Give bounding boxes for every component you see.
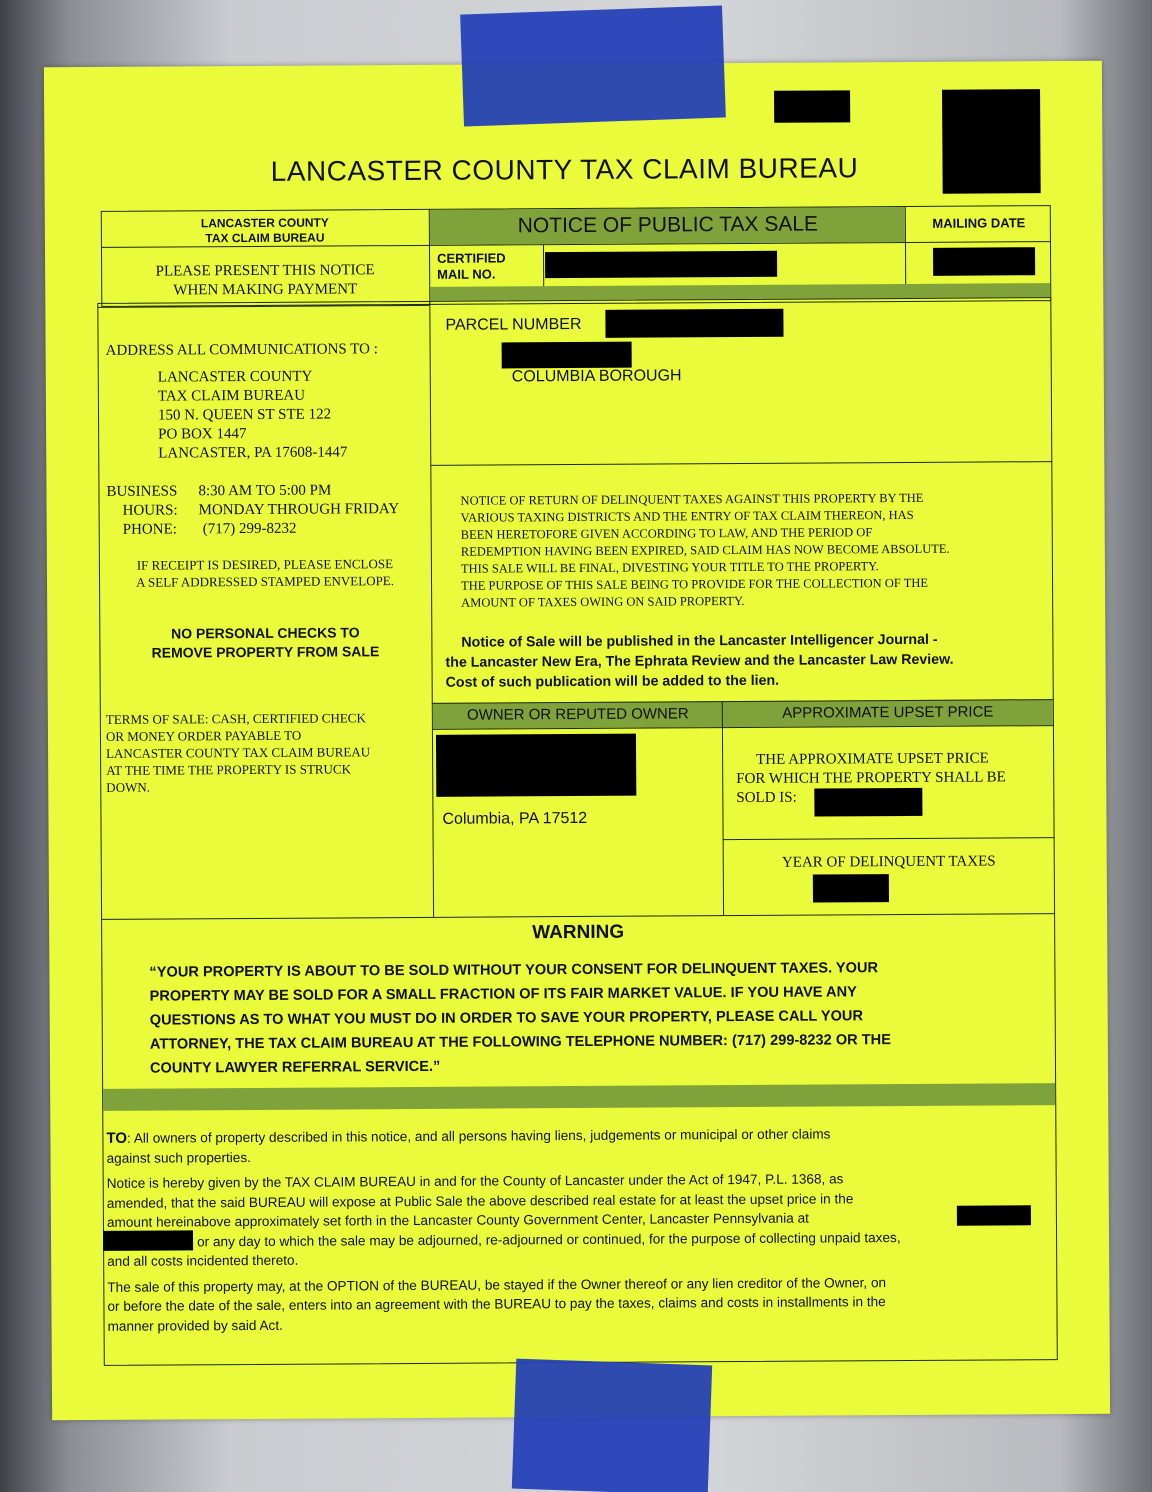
notice-line: Notice is hereby given by the TAX CLAIM BUREAU in and for the County of Lancaster under the Act of 1947, P.L. 1368, as xyxy=(106,1171,844,1191)
warning-line: “YOUR PROPERTY IS ABOUT TO BE SOLD WITHOUT YOUR CONSENT FOR DELINQUENT TAXES. YOUR xyxy=(149,960,879,981)
notice-return-line: REDEMPTION HAVING BEEN EXPIRED, SAID CLAIM HAS NOW BECOME ABSOLUTE. xyxy=(460,541,950,559)
notice-line: or any day to which the sale may be adjourned, re-adjourned or continued, for the purpose of collecting unpaid taxes, xyxy=(197,1229,901,1249)
page-title: LANCASTER COUNTY TAX CLAIM BUREAU xyxy=(270,152,859,187)
to-label: TO xyxy=(106,1129,128,1147)
notice-return-line: THIS SALE WILL BE FINAL, DIVESTING YOUR TITLE TO THE PROPERTY. xyxy=(460,559,879,576)
notice-return-line: NOTICE OF RETURN OF DELINQUENT TAXES AGAINST THIS PROPERTY BY THE xyxy=(460,490,924,508)
notice-line: amount hereinabove approximately set forth in the Lancaster County Government Center, Lancaster Pennsylvania at xyxy=(106,1210,809,1230)
address-heading: ADDRESS ALL COMMUNICATIONS TO : xyxy=(105,341,378,359)
notice-line: amended, that the said BUREAU will expose at Public Sale the above described real estate for at least the upset price in the xyxy=(106,1190,854,1211)
certified-mail-number-redacted xyxy=(545,251,777,278)
terms-line: DOWN. xyxy=(106,779,151,795)
notice-line: and all costs incidented thereto. xyxy=(107,1252,299,1269)
to-section xyxy=(106,1123,1053,1336)
mailing-date-label: MAILING DATE xyxy=(932,215,1026,231)
bureau-label-line: LANCASTER COUNTY xyxy=(200,215,329,231)
present-notice-line: WHEN MAKING PAYMENT xyxy=(173,281,358,299)
to-line: against such properties. xyxy=(106,1149,251,1166)
delinquent-year-label: YEAR OF DELINQUENT TAXES xyxy=(781,853,996,871)
address-line: 150 N. QUEEN ST STE 122 xyxy=(157,406,332,424)
warning-line: ATTORNEY, THE TAX CLAIM BUREAU AT THE FOLLOWING TELEPHONE NUMBER: (717) 299-8232 OR THE xyxy=(149,1032,891,1053)
hours-label: HOURS: xyxy=(122,502,178,519)
mailing-date-redacted xyxy=(933,247,1035,276)
business-hours-value: 8:30 AM TO 5:00 PM xyxy=(198,482,332,500)
bureau-label-line: TAX CLAIM BUREAU xyxy=(205,230,325,246)
phone-value: (717) 299-8232 xyxy=(202,520,297,538)
business-hours xyxy=(106,481,426,540)
phone-label: PHONE: xyxy=(122,521,177,538)
publication-line: the Lancaster New Era, The Ephrata Review and the Lancaster Law Review. xyxy=(445,651,954,671)
tape-bottom xyxy=(512,1359,712,1492)
upset-line: FOR WHICH THE PROPERTY SHALL BE xyxy=(736,769,1006,788)
no-checks-line: REMOVE PROPERTY FROM SALE xyxy=(151,643,380,661)
sale-date-redacted xyxy=(957,1205,1031,1225)
address-line: LANCASTER, PA 17608-1447 xyxy=(158,444,348,462)
municipality: COLUMBIA BOROUGH xyxy=(511,367,682,386)
address-line: PO BOX 1447 xyxy=(158,426,247,443)
present-notice-text xyxy=(103,261,427,301)
warning-line: COUNTY LAWYER REFERRAL SERVICE.” xyxy=(149,1058,441,1077)
bureau-address xyxy=(158,367,348,463)
receipt-line: IF RECEIPT IS DESIRED, PLEASE ENCLOSE xyxy=(136,556,394,573)
tape-top xyxy=(460,5,726,126)
certified-line: MAIL NO. xyxy=(437,266,496,282)
warning-line: QUESTIONS AS TO WHAT YOU MUST DO IN ORDER TO SAVE YOUR PROPERTY, PLEASE CALL YOUR xyxy=(149,1008,864,1029)
upset-price-redacted xyxy=(814,788,922,817)
warning-text xyxy=(149,955,1040,1080)
address-line: TAX CLAIM BUREAU xyxy=(157,387,306,405)
certified-mail-label xyxy=(437,250,506,282)
owner-name-redacted xyxy=(436,734,636,797)
redaction-block xyxy=(942,89,1041,194)
terms-line: AT THE TIME THE PROPERTY IS STRUCK xyxy=(106,761,352,778)
upset-price-header: APPROXIMATE UPSET PRICE xyxy=(782,703,994,722)
hours-days-value: MONDAY THROUGH FRIDAY xyxy=(198,501,400,519)
notice-return-line: VARIOUS TAXING DISTRICTS AND THE ENTRY OF TAX CLAIM THEREON, HAS xyxy=(460,507,914,525)
bureau-label xyxy=(103,215,427,247)
publication-line: Cost of such publication will be added to the lien. xyxy=(445,672,780,691)
receipt-line: A SELF ADDRESSED STAMPED ENVELOPE. xyxy=(136,573,395,590)
parcel-address-redacted xyxy=(502,342,632,369)
terms-line: LANCASTER COUNTY TAX CLAIM BUREAU xyxy=(106,744,371,761)
terms-line: TERMS OF SALE: CASH, CERTIFIED CHECK xyxy=(105,710,366,727)
notice-of-return xyxy=(460,489,1051,612)
option-line: or before the date of the sale, enters into an agreement with the BUREAU to pay the taxes, claims and costs in installments in the xyxy=(107,1294,886,1314)
no-checks-line: NO PERSONAL CHECKS TO xyxy=(171,624,360,642)
tax-sale-notice-paper xyxy=(44,61,1110,1420)
parcel-number-redacted xyxy=(605,309,783,338)
publication-notice xyxy=(445,629,1051,693)
upset-line: THE APPROXIMATE UPSET PRICE xyxy=(756,750,989,768)
redaction-block xyxy=(774,90,850,122)
upset-line: SOLD IS: xyxy=(736,789,797,807)
certified-line: CERTIFIED xyxy=(437,250,506,266)
address-line: LANCASTER COUNTY xyxy=(157,368,313,386)
option-line: manner provided by said Act. xyxy=(107,1317,283,1334)
sale-date-redacted xyxy=(103,1230,193,1251)
present-notice-line: PLEASE PRESENT THIS NOTICE xyxy=(155,262,375,280)
owner-header: OWNER OR REPUTED OWNER xyxy=(466,705,689,724)
owner-city: Columbia, PA 17512 xyxy=(442,809,588,828)
terms-line: OR MONEY ORDER PAYABLE TO xyxy=(105,727,302,744)
notice-return-line: BEEN HERETOFORE GIVEN ACCORDING TO LAW, AND THE PERIOD OF xyxy=(460,525,873,542)
notice-return-line: AMOUNT OF TAXES OWING ON SAID PROPERTY. xyxy=(461,593,745,610)
business-label: BUSINESS xyxy=(106,483,178,500)
terms-of-sale xyxy=(106,709,431,796)
notice-return-line: THE PURPOSE OF THIS SALE BEING TO PROVIDE FOR THE COLLECTION OF THE xyxy=(461,575,929,593)
option-line: The sale of this property may, at the OPTION of the BUREAU, be stayed if the Owner thereof or any lien creditor of the Owner, on xyxy=(107,1274,887,1295)
to-line: : All owners of property described in this notice, and all persons having liens, judgements or municipal or other claims xyxy=(126,1126,831,1146)
notice-title: NOTICE OF PUBLIC TAX SALE xyxy=(517,212,819,238)
warning-title: WARNING xyxy=(532,921,625,944)
parcel-number-label: PARCEL NUMBER xyxy=(445,315,582,334)
delinquent-year-redacted xyxy=(813,874,889,902)
warning-line: PROPERTY MAY BE SOLD FOR A SMALL FRACTION OF ITS FAIR MARKET VALUE. IF YOU HAVE ANY xyxy=(149,984,857,1005)
no-checks-note xyxy=(103,623,427,663)
receipt-note xyxy=(103,555,427,591)
publication-line: Notice of Sale will be published in the Lancaster Intelligencer Journal - xyxy=(461,631,938,651)
